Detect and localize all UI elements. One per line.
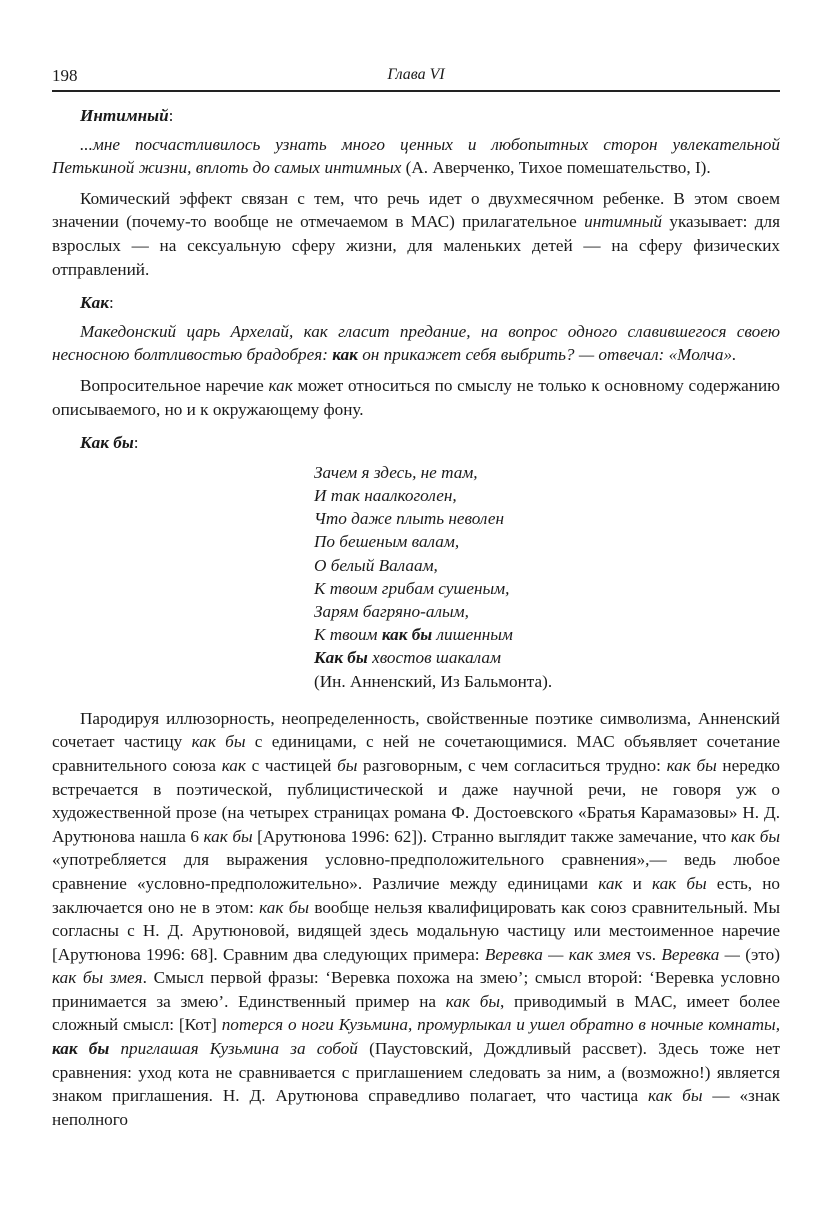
poem-line: Что даже плыть неволен: [314, 509, 505, 529]
poem-line: [314, 646, 780, 669]
headword-kak: [52, 291, 780, 315]
text: , приводимый в МАС, имеет более сложный смысл: [Кот]: [52, 991, 781, 1035]
comment-text: указывает: для взрослых — на сексуальную сферу жизни, для маленьких детей — на сферу физических отправлений.: [52, 212, 780, 279]
example-quote: потерся о ноги Кузьмина, промурлыкал и ушел обратно в ночные комнаты,: [221, 1015, 780, 1035]
poem-line: К твоим грибам сушеным,: [314, 578, 510, 598]
poem-line: И так наалкоголен,: [314, 485, 457, 505]
headword-intimny: [52, 104, 780, 128]
term: как бы: [666, 755, 717, 775]
term: как бы: [259, 897, 310, 917]
highlighted-term: как: [332, 345, 358, 365]
term: как бы: [203, 826, 253, 846]
term: как бы: [730, 826, 780, 846]
page-body: [52, 104, 780, 1131]
text: [Арутюнова 1996: 62]). Странно выглядит также замечание, что: [252, 826, 731, 846]
text: vs.: [631, 944, 662, 964]
headword-colon: :: [108, 293, 114, 313]
example-quote: Македонский царь Архелай, как гласит предание, на вопрос одного славившегося своею несносною болтливостью брадобрея:: [52, 321, 780, 365]
text: и: [622, 873, 652, 893]
text: вообще нельзя квалифицировать как союз сравнительный. Мы согласны с Н. Д. Арутюновой, видящей здесь модальную частицу или местоименное наречие [Арутюнова 1996: 68]. Сравним два следующих примера:: [52, 897, 780, 964]
poem-attribution: (Ин. Анненский, Из Бальмонта).: [314, 671, 553, 691]
page-number: 198: [52, 66, 78, 85]
poem-line: [314, 623, 780, 646]
term: как: [221, 755, 246, 775]
poem-line: По бешеным валам,: [314, 532, 460, 552]
term: как: [268, 375, 293, 395]
text: разговорным, с чем согласиться трудно:: [357, 755, 667, 775]
term: как бы: [648, 1086, 703, 1106]
example-phrase: Веревка —: [661, 944, 746, 964]
comment-kak: [52, 374, 780, 421]
poem-line: Зарям багряно-алым,: [314, 601, 469, 621]
example-quote: он прикажет себя выбрить? — отвечал: «Молча».: [357, 345, 737, 365]
term: интимный: [584, 212, 663, 232]
term: как: [598, 873, 623, 893]
text: — «знак неполного: [52, 1086, 781, 1129]
text: есть, но заключается оно не в этом:: [52, 873, 781, 917]
highlighted-term: как бы: [52, 1039, 110, 1059]
example-phrase: (это): [745, 944, 780, 964]
headword-text: Как бы: [80, 433, 134, 453]
term: как бы: [651, 873, 707, 893]
comment-text: Вопросительное наречие: [80, 375, 269, 395]
example-kak: [52, 320, 780, 367]
example-phrase: как бы змея: [52, 968, 143, 988]
discussion-paragraph: [52, 707, 780, 1132]
poem-quote: [314, 461, 780, 693]
text: . Смысл первой фразы: ‘Веревка похожа на змею’; смысл второй: ‘Веревка условно принимается за змею’. Единственный пример на: [52, 968, 780, 1011]
headword-colon: :: [133, 433, 139, 453]
text: с единицами, с ней не сочетающимися. МАС объявляет сочетание сравнительного союза: [52, 732, 780, 775]
text: «употребляется для выражения условно-предположительного сравнения»,— ведь любое сравнение «условно-предположительно». Различие между единицами: [52, 850, 780, 893]
comment-intimny: [52, 187, 780, 281]
text: Пародируя иллюзорность, неопределенность, свойственные поэтике символизма, Анненский сочетает частицу: [52, 708, 780, 752]
example-intimny: [52, 133, 780, 180]
headword-text: Интимный: [80, 106, 169, 125]
poem-line: Зачем я здесь, не там,: [314, 462, 478, 482]
poem-text: лишенным: [432, 625, 513, 645]
chapter-title: Глава VI: [387, 66, 445, 83]
headword-colon: :: [168, 106, 174, 125]
highlighted-term: Как бы: [314, 648, 368, 668]
headword-kak-by: [52, 431, 780, 455]
comment-text: Комический эффект связан с тем, что речь идет о двухмесячном ребенке. В этом своем значении (почему-то вообще не отмечаемом в МАС) прилагательное: [52, 188, 780, 232]
running-header: [52, 62, 780, 92]
example-quote: приглашая Кузьмина за собой: [109, 1039, 358, 1059]
poem-text: хвостов шакалам: [367, 648, 501, 668]
term: как бы: [191, 732, 246, 752]
example-quote: ...мне посчастливилось узнать много ценных и любопытных сторон увлекательной Петькиной жизни, вплоть до самых интимных: [52, 134, 780, 178]
headword-text: Как: [80, 293, 109, 313]
term: бы: [337, 755, 358, 775]
term: как бы: [445, 991, 500, 1011]
example-source: (А. Аверченко, Тихое помешательство, I).: [401, 158, 711, 178]
text: нередко встречается в поэтической, публицистической и даже научной речи, не говоря уж о художественной прозе (на четырех страницах романа Ф. Достоевского «Братья Карамазовы» Н. Д. Арутюнова нашла 6: [52, 755, 781, 846]
comment-text: может относиться по смыслу не только к основному содержанию описываемого, но и к окружающему фону.: [52, 375, 780, 419]
book-page: [52, 62, 780, 1131]
text: (Паустовский, Дождливый рассвет). Здесь тоже нет сравнения: уход кота не сравнивается с приглашением следовать за ним, а (возможно!) является знаком приглашения. Н. Д. Арутюнова справедливо полагает, что частица: [52, 1039, 781, 1106]
poem-text: К твоим: [314, 625, 382, 645]
example-phrase: Веревка — как змея: [484, 944, 632, 964]
highlighted-term: как бы: [381, 625, 433, 645]
poem-line: О белый Валаам,: [314, 555, 438, 575]
text: с частицей: [245, 755, 338, 775]
